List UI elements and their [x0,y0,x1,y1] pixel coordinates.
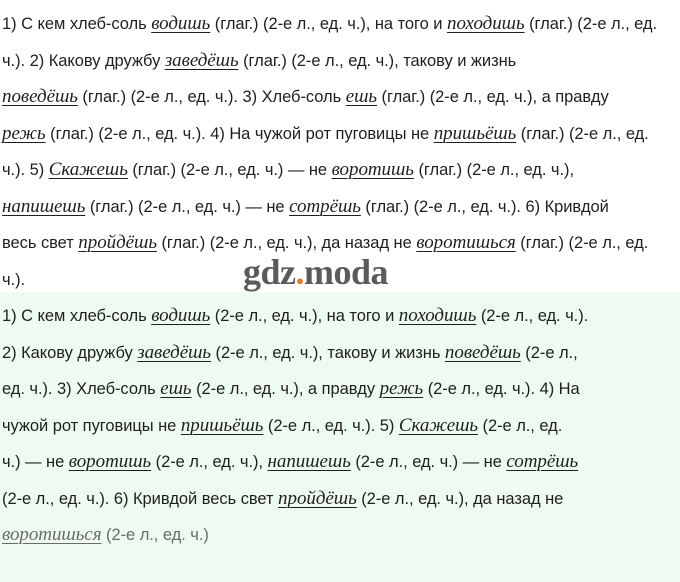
text-segment: (глаг.) (2-е л., ед. ч.). 6) Кривдой [360,197,609,216]
text-segment: (2-е л., ед. ч.) — не [350,453,507,471]
verb-word: походишь [398,305,477,326]
text-segment: (глаг.) (2-е л., ед. [524,15,658,33]
text-segment: (глаг.) (2-е л., ед. ч.). 3) Хлеб-соль [77,88,346,106]
text-segment: (2-е л., ед. ч.). 5) [263,416,399,435]
text-line [2,189,680,226]
text-segment: (глаг.) (2-е л., ед. [515,234,649,252]
text-segment: весь свет [2,234,79,252]
text-line [2,6,680,43]
highlighted-answer-block [0,292,680,582]
verb-word: Скажешь [48,159,128,180]
verb-word: сотрёшь [506,451,579,472]
text-line [2,335,680,372]
text-line [2,517,680,554]
text-segment: (глаг.) (2-е л., ед. ч.) — не [85,197,290,216]
verb-word: походишь [447,13,525,34]
text-segment: 2) Какову дружбу [2,343,138,362]
verb-word: водишь [151,13,211,34]
verb-word: поведёшь [2,86,78,107]
verb-word: водишь [151,305,211,326]
text-segment: (глаг.) (2-е л., ед. ч.). 4) На чужой рот пуговицы не [45,124,434,143]
verb-word: ешь [160,378,192,399]
text-segment: (глаг.) (2-е л., ед. ч.), такову и жизнь [238,51,517,70]
text-line [2,481,680,518]
text-segment: (2-е л., ед. ч.). 6) Кривдой весь свет [2,489,279,508]
text-segment: (2-е л., ед. [477,416,563,435]
text-segment: (2-е л., ед. ч.). 4) На [423,380,580,398]
text-segment: (2-е л., ед. ч.), а правду [191,380,380,398]
text-segment: (2-е л., ед. ч.). [476,307,589,325]
text-segment: (глаг.) (2-е л., ед. ч.), [413,161,574,179]
verb-word: воротишь [68,451,152,472]
text-line [2,371,680,408]
text-segment: чужой рот пуговицы не [2,416,181,435]
text-line [2,43,680,80]
watermark-dot: . [295,252,304,292]
text-segment: ч.). 2) Какову дружбу [2,51,165,70]
verb-word: пришьёшь [180,414,264,436]
text-segment: ч.). 5) [2,161,49,179]
text-segment: (глаг.) (2-е л., ед. ч.), да назад не [156,234,417,252]
text-line [2,116,680,153]
text-segment: (2-е л., ед. ч.) [101,526,209,544]
text-line [2,152,680,189]
text-line [2,444,680,481]
text-segment: (2-е л., ед. ч.), такову и жизнь [210,343,445,362]
text-segment: (глаг.) (2-е л., ед. [516,124,649,143]
verb-word: Скажешь [398,414,478,436]
text-line [2,298,680,335]
verb-word: пришьёшь [433,122,517,144]
verb-word: заведёшь [137,341,211,363]
verb-word: напишешь [2,195,86,217]
text-segment: ч.). [2,270,26,289]
watermark-logo [243,252,388,292]
verb-word: напишешь [267,451,351,472]
verb-word: воротишь [331,159,414,180]
text-segment: (2-е л., [520,343,578,362]
verb-word: пройдёшь [278,487,357,509]
text-segment: (2-е л., ед. ч.), да назад не [356,489,564,508]
verb-word: воротишься [2,524,102,545]
watermark-text-right: moda [304,252,389,292]
verb-word: сотрёшь [289,195,361,217]
text-segment: ед. ч.). 3) Хлеб-соль [2,380,161,398]
text-segment: 1) С кем хлеб-соль [2,15,152,33]
text-segment: (глаг.) (2-е л., ед. ч.), на того и [210,15,448,33]
verb-word: режь [2,122,46,144]
text-segment: ч.) — не [2,453,69,471]
text-line [2,79,680,116]
text-segment: (глаг.) (2-е л., ед. ч.), а правду [376,88,609,106]
text-line [2,408,680,445]
verb-word: режь [379,378,424,399]
verb-word: заведёшь [164,49,239,71]
text-segment: (2-е л., ед. ч.), на того и [210,307,399,325]
watermark-text-left: gdz [243,252,296,292]
text-segment: (2-е л., ед. ч.), [151,453,268,471]
text-segment: (глаг.) (2-е л., ед. ч.) — не [127,161,332,179]
verb-word: пройдёшь [78,232,157,253]
verb-word: воротишься [416,232,516,253]
text-segment: 1) С кем хлеб-соль [2,307,152,325]
verb-word: ешь [345,86,377,107]
verb-word: поведёшь [444,341,521,363]
